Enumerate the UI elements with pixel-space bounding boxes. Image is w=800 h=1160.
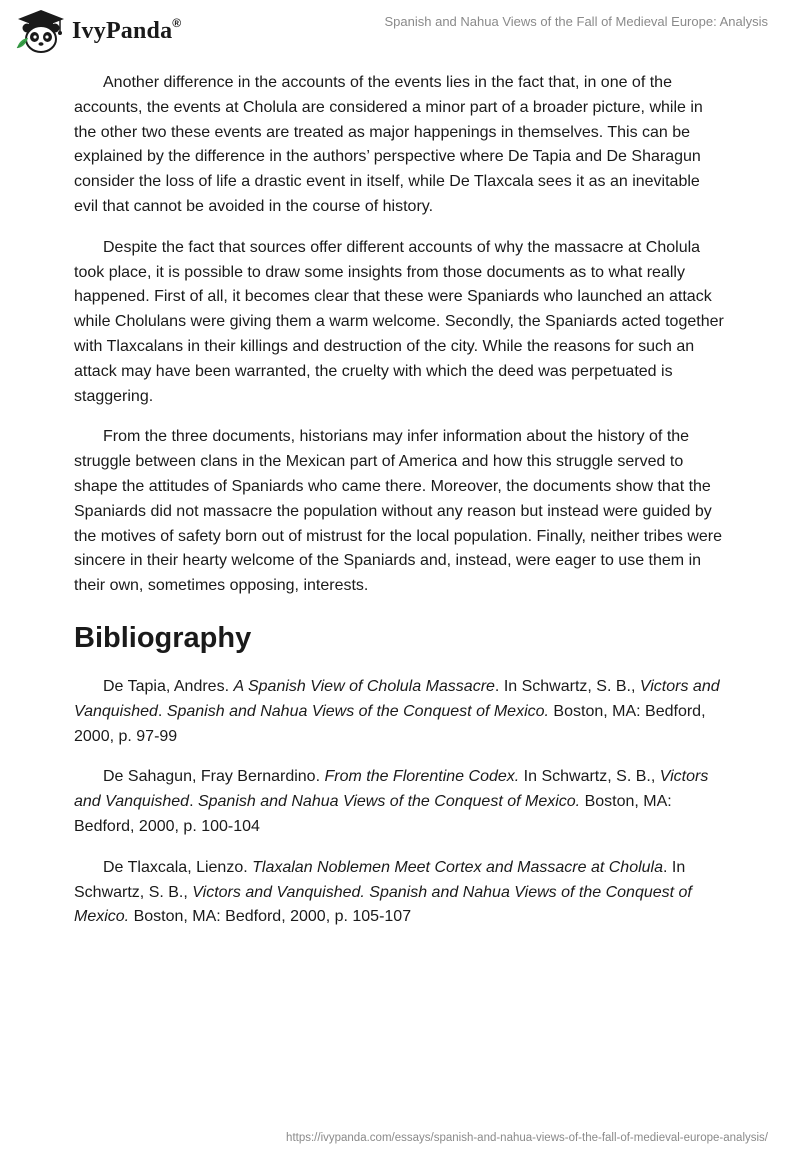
- essay-content: [74, 71, 724, 946]
- logo-wordmark: [72, 15, 182, 45]
- document-title: Spanish and Nahua Views of the Fall of Medieval Europe: Analysis: [384, 14, 768, 29]
- body-paragraph: Another difference in the accounts of the events lies in the fact that, in one of the accounts, the events at Cholula are considered a minor part of a broader picture, while in the other two these events are treated as major happenings in themselves. This can be explained by the difference in the authors’ perspective where De Tapia and De Sharagun consider the loss of life a drastic event in itself, while De Tlaxcala sees it as an inevitable evil that cannot be avoided in the course of history.: [74, 74, 703, 215]
- entry-author: De Sahagun, Fray Bernardino.: [103, 768, 325, 786]
- entry-editor: . In Schwartz, S. B.,: [74, 858, 686, 901]
- entry-subtitle: Spanish and Nahua Views of the Conquest of Mexico.: [166, 702, 549, 720]
- source-url-link[interactable]: https://ivypanda.com/essays/spanish-and-nahua-views-of-the-fall-of-medieval-europe-analysis/: [286, 1132, 768, 1144]
- body-paragraph: Despite the fact that sources offer different accounts of why the massacre at Cholula took place, it is possible to draw some insights from those documents as to what really happened. First of all, it becomes clear that these were Spaniards who launched an attack while Cholulans were giving them a warm welcome. Secondly, the Spaniards acted together with Tlaxcalans in their killings and destruction of the city. While the reasons for such an attack may have been warranted, the cruelty with which the deed was perpetuated is staggering.: [74, 238, 724, 405]
- entry-subtitle: Spanish and Nahua Views of the Conquest of Mexico.: [74, 883, 692, 926]
- ivypanda-logo[interactable]: [14, 8, 181, 54]
- entry-publication: Boston, MA: Bedford, 2000, p. 105-107: [129, 908, 412, 926]
- brand-name: IvyPanda: [72, 17, 173, 44]
- bibliography-entry: [74, 765, 724, 839]
- entry-book: Victors and Vanquished: [74, 768, 709, 811]
- entry-publication: Boston, MA: Bedford, 2000, p. 97-99: [74, 702, 706, 745]
- entry-book: Victors and Vanquished: [74, 677, 720, 720]
- page-header: [0, 0, 800, 60]
- entry-author: De Tapia, Andres.: [103, 677, 234, 695]
- panda-graduate-icon: [14, 8, 68, 54]
- bibliography-entry: [74, 856, 724, 930]
- registered-mark: ®: [172, 15, 182, 30]
- entry-title: Tlaxalan Noblemen Meet Cortex and Massacre at Cholula: [252, 858, 663, 876]
- entry-subtitle: Spanish and Nahua Views of the Conquest of Mexico.: [197, 793, 581, 811]
- bibliography-list: [74, 675, 724, 930]
- entry-title: From the Florentine Codex.: [324, 768, 520, 786]
- entry-publication: Boston, MA: Bedford, 2000, p. 100-104: [74, 793, 672, 835]
- entry-editor: In Schwartz, S. B.,: [519, 768, 660, 786]
- entry-title: A Spanish View of Cholula Massacre: [233, 677, 495, 695]
- entry-book: Victors and Vanquished.: [192, 883, 365, 901]
- bibliography-heading: Bibliography: [74, 621, 252, 654]
- entry-separator: .: [189, 793, 198, 811]
- entry-editor: . In Schwartz, S. B.,: [494, 677, 640, 695]
- body-paragraph: From the three documents, historians may infer information about the history of the struggle between clans in the Mexican part of America and how this struggle served to shape the attitudes of Spaniards who came there. Moreover, the documents show that the Spaniards did not massacre the population without any reason but instead were guided by the motives of safety born out of mistrust for the local population. Finally, neither tribes were sincere in their hearty welcome of the Spaniards and, instead, were eager to use them in their own, sometimes opposing, interests.: [74, 428, 723, 595]
- bibliography-entry: [74, 675, 724, 749]
- entry-separator: .: [157, 702, 167, 720]
- entry-author: De Tlaxcala, Lienzo.: [103, 858, 253, 876]
